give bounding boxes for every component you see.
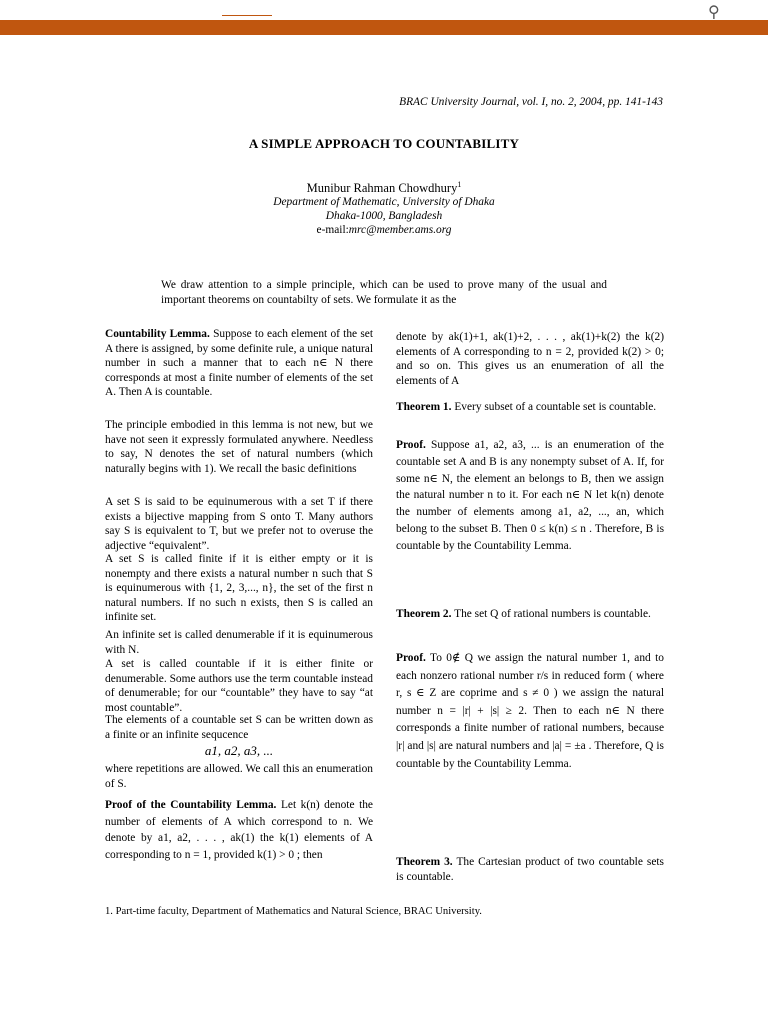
countability-lemma: Countability Lemma. Suppose to each element of the set A there is assigned, by some definite rule, a unique natural number in such a manner that to each n∈ N there corresponds at most a finite number of elements of the set A. Then A is countable. <box>105 328 373 399</box>
header-link-underline[interactable] <box>222 15 272 16</box>
definition-finite: A set S is called finite if it is either empty or it is nonempty and there exists a natural number n such that S is equinumerous with {1, 2, 3,..., n}, the set of the first n natural numbers. If no such n exists, then S is called an infinite set. <box>105 553 373 624</box>
author-city: Dhaka-1000, Bangladesh <box>325 210 443 222</box>
author-email[interactable]: e-mail:mrc@member.ams.org <box>316 224 452 236</box>
journal-citation: BRAC University Journal, vol. I, no. 2, 2004, pp. 141-143 <box>399 96 663 108</box>
header-bar <box>0 20 768 35</box>
author-name: Munibur Rahman Chowdhury$^1$ <box>306 180 462 196</box>
definition-denumerable: An infinite set is called denumerable if it is equinumerous with N. <box>105 629 373 656</box>
lemma-proof-continued: denote by ak(1)+1, ak(1)+2, . . . , ak(1)+k(2) the k(2) elements of A corresponding to n = 2, provided k(2) > 0; and so on. This gives us an enumeration of all the elements of A <box>396 331 664 387</box>
author-department: Department of Mathematic, University of Dhaka <box>273 196 495 208</box>
theorem-1-proof: Proof. Suppose a1, a2, a3, ... is an enumeration of the countable set A and B is any nonempty subset of A. If, for some n∈ N, the element an belongs to B, then we assign the natural number n to it. For each n∈ N let k(n) denote the number of elements among a1, a2, ..., an, which belong to the subset B. Then 0 ≤ k(n) ≤ n . Therefore, B is countable by the Countability Lemma. <box>396 439 664 552</box>
theorem-2: Theorem 2. The set Q of rational numbers is countable. <box>396 608 651 620</box>
definition-enumeration: where repetitions are allowed. We call this an enumeration of S. <box>105 763 373 790</box>
theorem-3: Theorem 3. The Cartesian product of two countable sets is countable. <box>396 856 664 883</box>
theorem-1: Theorem 1. Every subset of a countable set is countable. <box>396 401 657 413</box>
definition-countable: A set is called countable if it is either finite or denumerable. Some authors use the term countable instead of denumerable; for our “countable” they have to say “at most countable”. <box>105 658 373 714</box>
footnote: 1. Part-time faculty, Department of Mathematics and Natural Science, BRAC University. <box>105 906 482 917</box>
definition-enumeration-intro: The elements of a countable set S can be written down as a finite or an infinite sequcence <box>105 714 373 741</box>
paper-title: A SIMPLE APPROACH TO COUNTABILITY <box>248 136 520 151</box>
lemma-proof: Proof of the Countability Lemma. Let k(n) denote the number of elements of A which correspond to n. We denote by a1, a2, . . . , ak(1) the k(1) elements of A corresponding to n = 1, provided k(1) > 0 ; then <box>105 799 373 861</box>
sequence-formula: a1, a2, a3, ... <box>204 743 274 758</box>
definition-equinumerous: A set S is said to be equinumerous with a set T if there exists a bijective mapping from S onto T. Many authors say S is equivalent to T, but we prefer not to overuse the adjective “equivalent”. <box>105 496 373 552</box>
university-logo-icon: ⚲ <box>708 4 720 21</box>
theorem-2-proof: Proof. To 0∉ Q we assign the natural number 1, and to each nonzero rational number r/s in reduced form ( where r, s ∈ Z are coprime and s ≠ 0 ) we assign the natural number n = |r| + |s| ≥ 2. Then to each n∈ N there corresponds a finite number of rational numbers, because |r| and |s| are natural numbers and |a| = ±a . Therefore, Q is countable by the Countability Lemma. <box>396 652 664 770</box>
principle-paragraph: The principle embodied in this lemma is not new, but we have not seen it expressly formulated anywhere. Needless to say, N denotes the set of natural numbers (which naturally begins with 1). We recall the basic definitions <box>105 419 373 475</box>
abstract: We draw attention to a simple principle, which can be used to prove many of the usual and important theorems on countabilty of sets. We formulate it as the <box>161 279 607 306</box>
